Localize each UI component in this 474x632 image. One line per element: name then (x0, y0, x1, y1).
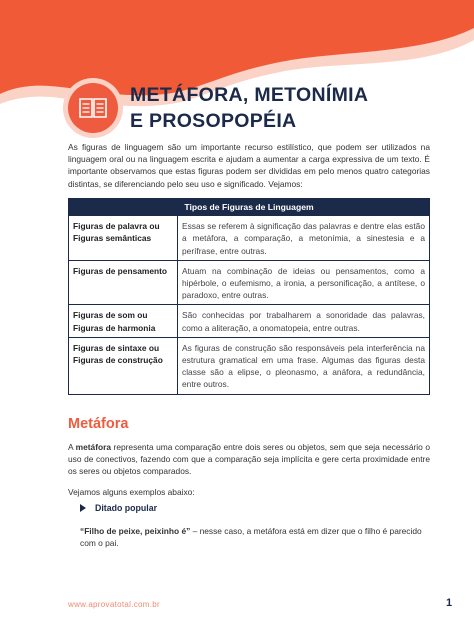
row-category: Figuras de pensamento (69, 260, 178, 305)
row-description: São conhecidas por trabalharem a sonoridade das palavras, como a aliteração, a onomatopeia, entre outras. (178, 305, 430, 337)
page-title (130, 82, 368, 134)
row-description: Atuam na combinação de ideias ou pensamentos, como a hipérbole, o eufemismo, a ironia, a personificação, a antítese, o paradoxo, entre outras. (178, 260, 430, 305)
examples-intro: Vejamos alguns exemplos abaixo: (68, 487, 195, 497)
row-description: Essas se referem à significação das palavras e dentre elas estão a metáfora, a comparação, a metonímia, a sinestesia e a perífrase, entre outras. (178, 216, 430, 261)
page-number: 1 (446, 597, 453, 609)
intro-paragraph: As figuras de linguagem são um importante recurso estilístico, que podem ser utilizados na linguagem oral ou na linguagem escrita e ajudam a aumentar a carga expressiva de um texto. É importante observamos que estas figuras podem ser divididas em pelo menos quatro categorias distintas, se diferenciando pelo seu uso e significado. Vejamos: (68, 142, 430, 189)
table-row (69, 216, 430, 261)
table-header: Tipos de Figuras de Linguagem (69, 199, 430, 216)
bullet-label: Ditado popular (95, 503, 158, 513)
table-row (69, 337, 430, 394)
row-category: Figuras de sintaxe ou Figuras de construção (69, 337, 178, 394)
row-category: Figuras de som ou Figuras de harmonia (69, 305, 178, 337)
section-title: Metáfora (68, 416, 129, 432)
bullet-item (80, 503, 157, 513)
footer-url[interactable]: www.aprovatotal.com.br (68, 600, 160, 609)
table-row (69, 260, 430, 305)
title-line-2: E PROSOPOPÉIA (130, 110, 297, 132)
example-text: – nesse caso, a metáfora está em dizer que o filho é parecido com o pai. (80, 526, 422, 549)
example-paragraph (80, 525, 430, 549)
definition-text: representa uma comparação entre dois seres ou objetos, sem que seja necessário o uso de conectivos, fazendo com que a comparação seja implícita e gere certa proximidade entre os seres ou objetos comparados. (68, 442, 430, 477)
example-quote: “Filho de peixe, peixinho é” (80, 526, 191, 536)
title-line-1: METÁFORA, METONÍMIA (130, 84, 369, 106)
row-category: Figuras de palavra ou Figuras semânticas (69, 216, 178, 261)
row-description: As figuras de construção são responsáveis pela interferência na estrutura gramatical em uma frase. Algumas das figuras desta classe são a elipse, o pleonasmo, a anáfora, a redundância, entre outros. (178, 337, 430, 394)
table-row (69, 305, 430, 337)
open-book-icon (68, 83, 118, 133)
definition-term: metáfora (75, 442, 112, 452)
triangle-bullet-icon (80, 504, 86, 512)
definition-prefix: A (68, 442, 76, 452)
title-block (68, 82, 368, 134)
figures-table (68, 198, 430, 395)
metaphor-definition (68, 441, 430, 478)
